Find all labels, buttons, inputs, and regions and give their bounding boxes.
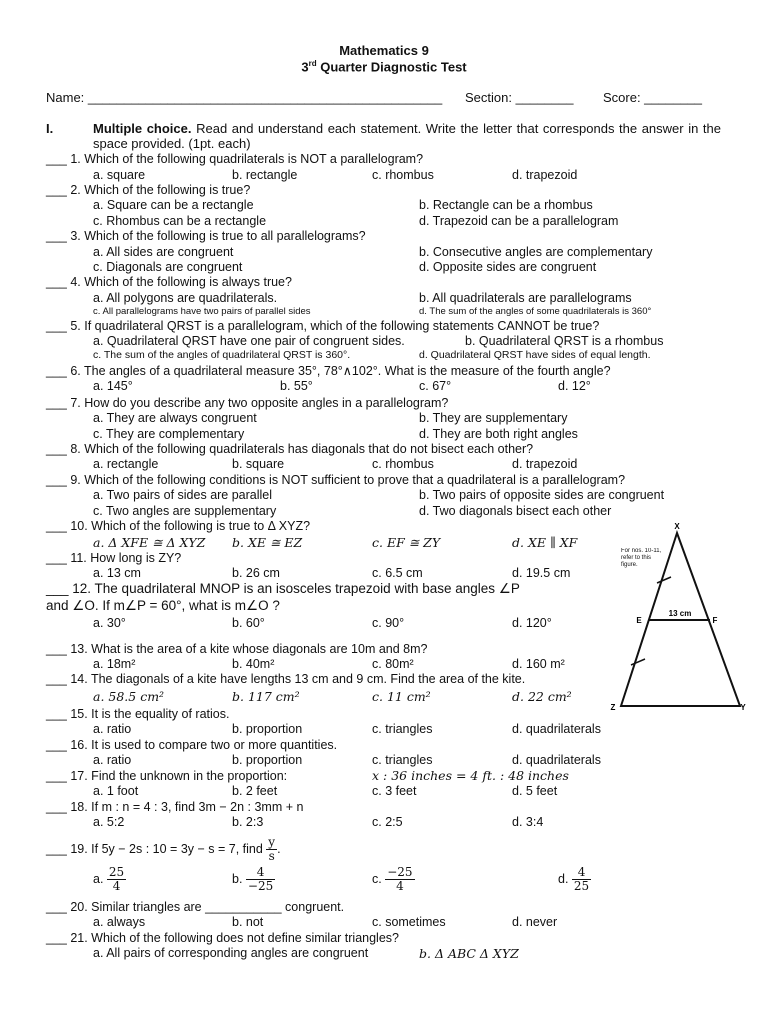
label-y: Y bbox=[740, 703, 746, 712]
choice: a. They are always congruent bbox=[93, 411, 257, 425]
choice: b. Rectangle can be a rhombus bbox=[419, 198, 593, 212]
choice: a. All sides are congruent bbox=[93, 245, 234, 259]
choice: b. They are supplementary bbox=[419, 411, 568, 425]
choice: b. $\frac{4}{-25}$ bbox=[232, 865, 274, 893]
choice: b. 60° bbox=[232, 616, 265, 630]
question-stem: ___ 14. The diagonals of a kite have lengths 13 cm and 9 cm. Find the area of the kite. bbox=[46, 672, 526, 686]
choice: d. They are both right angles bbox=[419, 427, 578, 441]
fraction-y-over-s: $\frac{y}{s}$ bbox=[268, 835, 276, 863]
section-field: Section: ________ bbox=[465, 90, 574, 105]
choice: a. rectangle bbox=[93, 457, 159, 471]
question-stem: ___ 11. How long is ZY? bbox=[46, 551, 182, 565]
choice: d. trapezoid bbox=[512, 457, 578, 471]
question-stem: ___ 5. If quadrilateral QRST is a parallelogram, which of the following statements CANNOT be true? bbox=[46, 319, 600, 333]
measure-label: 13 cm bbox=[668, 609, 692, 618]
choice: c. sometimes bbox=[372, 915, 446, 929]
choice: a. square bbox=[93, 168, 146, 182]
choice: b. Δ ABC Δ XYZ bbox=[419, 946, 519, 961]
choice: d. never bbox=[512, 915, 558, 929]
choice: c. 11 cm² bbox=[372, 689, 431, 704]
question-stem: ___ 7. How do you describe any two opposite angles in a parallelogram? bbox=[46, 396, 449, 410]
choice: c. 80m² bbox=[372, 657, 414, 671]
choice: d. $\frac{4}{25}$ bbox=[558, 865, 590, 893]
choice: d. 19.5 cm bbox=[512, 566, 571, 580]
question-stem: ___ 9. Which of the following conditions is NOT sufficient to prove that a quadrilateral is a parallelogram? bbox=[46, 473, 626, 487]
choice: c. $\frac{-25}{4}$ bbox=[372, 865, 413, 893]
question-stem: ___ 20. Similar triangles are ___________ congruent. bbox=[46, 900, 345, 914]
choice: c. triangles bbox=[372, 753, 433, 767]
choice: d. 5 feet bbox=[512, 784, 558, 798]
question-stem: ___ 19. If 5y − 2s : 10 = 3y − s = 7, find $\frac{y}{s}$ . bbox=[46, 835, 281, 863]
question-stem: ___ 8. Which of the following quadrilaterals has diagonals that do not bisect each other? bbox=[46, 442, 534, 456]
name-field: Name: _________________________________________________ bbox=[46, 90, 443, 105]
question-stem: ___ 18. If m : n = 4 : 3, find 3m − 2n : 3mm + n bbox=[46, 800, 304, 814]
choice: c. rhombus bbox=[372, 457, 434, 471]
choice: a. Δ XFE ≅ Δ XYZ bbox=[93, 535, 206, 550]
choice: a. 18m² bbox=[93, 657, 136, 671]
choice: b. proportion bbox=[232, 753, 303, 767]
choice: c. Diagonals are congruent bbox=[93, 260, 243, 274]
question-stem: ___ 10. Which of the following is true to Δ XYZ? bbox=[46, 519, 311, 533]
choice: a. Quadrilateral QRST have one pair of congruent sides. bbox=[93, 334, 405, 348]
score-field: Score: ________ bbox=[603, 90, 703, 105]
choice: b. 2:3 bbox=[232, 815, 264, 829]
choice: c. All parallelograms have two pairs of parallel sides bbox=[93, 306, 311, 317]
choice: d. Opposite sides are congruent bbox=[419, 260, 597, 274]
choice: b. 55° bbox=[280, 379, 313, 393]
question-stem: ___ 2. Which of the following is true? bbox=[46, 183, 251, 197]
choice: b. square bbox=[232, 457, 285, 471]
choice: a. All polygons are quadrilaterals. bbox=[93, 291, 278, 305]
choice: c. 2:5 bbox=[372, 815, 403, 829]
choice: d. Quadrilateral QRST have sides of equal length. bbox=[419, 349, 651, 361]
choice: a. 13 cm bbox=[93, 566, 141, 580]
choice: d. 120° bbox=[512, 616, 552, 630]
choice: a. ratio bbox=[93, 722, 132, 736]
choice: a. 30° bbox=[93, 616, 126, 630]
choice: c. The sum of the angles of quadrilateral QRST is 360°. bbox=[93, 349, 351, 361]
choice: d. quadrilaterals bbox=[512, 722, 601, 736]
choice: a. ratio bbox=[93, 753, 132, 767]
question-stem-continued: and ∠O. If m∠P = 60°, what is m∠O ? bbox=[46, 598, 280, 613]
choice: d. 3:4 bbox=[512, 815, 544, 829]
label-e: E bbox=[636, 616, 642, 625]
page-subtitle: 3rd Quarter Diagnostic Test bbox=[301, 59, 467, 75]
choice: b. 26 cm bbox=[232, 566, 280, 580]
choice: b. not bbox=[232, 915, 264, 929]
choice: d. 160 m² bbox=[512, 657, 565, 671]
choice: c. 6.5 cm bbox=[372, 566, 423, 580]
question-stem: ___ 4. Which of the following is always true? bbox=[46, 275, 292, 289]
question-stem: ___ 21. Which of the following does not define similar triangles? bbox=[46, 931, 399, 945]
choice: b. XE ≅ EZ bbox=[232, 535, 303, 550]
choice: a. 1 foot bbox=[93, 784, 139, 798]
choice: d. XE ∥ XF bbox=[512, 535, 578, 550]
choice: d. trapezoid bbox=[512, 168, 578, 182]
choice: b. Consecutive angles are complementary bbox=[419, 245, 653, 259]
choice: a. Square can be a rectangle bbox=[93, 198, 254, 212]
label-f: F bbox=[712, 616, 718, 625]
part-instruction: Multiple choice. Read and understand each statement. Write the letter that corresponds the answer in the space provided. (1pt. each) bbox=[93, 121, 721, 151]
choice: c. EF ≅ ZY bbox=[372, 535, 441, 550]
proportion-expression: x : 36 inches = 4 ft. : 48 inches bbox=[372, 768, 569, 783]
question-stem: ___ 15. It is the equality of ratios. bbox=[46, 707, 230, 721]
choice: d. Trapezoid can be a parallelogram bbox=[419, 214, 619, 228]
part-numeral: I. bbox=[46, 121, 54, 136]
label-z: Z bbox=[610, 703, 616, 712]
choice: b. 117 cm² bbox=[232, 689, 300, 704]
figure-note: For nos. 10-11, refer to this figure. bbox=[621, 548, 662, 568]
choice: d. Two diagonals bisect each other bbox=[419, 504, 612, 518]
choice: c. triangles bbox=[372, 722, 433, 736]
question-stem: ___ 16. It is used to compare two or more quantities. bbox=[46, 738, 338, 752]
choice: a. Two pairs of sides are parallel bbox=[93, 488, 273, 502]
choice: b. proportion bbox=[232, 722, 303, 736]
question-stem: ___ 12. The quadrilateral MNOP is an isosceles trapezoid with base angles ∠P bbox=[46, 581, 520, 596]
choice: a. always bbox=[93, 915, 146, 929]
choice: a. All pairs of corresponding angles are congruent bbox=[93, 946, 369, 960]
choice: b. Quadrilateral QRST is a rhombus bbox=[465, 334, 664, 348]
choice: d. quadrilaterals bbox=[512, 753, 601, 767]
question-stem: ___ 3. Which of the following is true to all parallelograms? bbox=[46, 229, 366, 243]
choice: c. Rhombus can be a rectangle bbox=[93, 214, 267, 228]
choice: b. All quadrilaterals are parallelograms bbox=[419, 291, 632, 305]
choice: c. 67° bbox=[419, 379, 452, 393]
question-stem: ___ 6. The angles of a quadrilateral measure 35°, 78°∧102°. What is the measure of the fourth angle? bbox=[46, 364, 611, 378]
choice: b. 2 feet bbox=[232, 784, 278, 798]
question-stem: ___ 17. Find the unknown in the proportion: bbox=[46, 769, 288, 783]
choice: d. The sum of the angles of some quadrilaterals is 360° bbox=[419, 306, 652, 317]
choice: a. 58.5 cm² bbox=[93, 689, 165, 704]
tick-mark-lower bbox=[631, 659, 645, 665]
choice: d. 22 cm² bbox=[512, 689, 572, 704]
choice: c. They are complementary bbox=[93, 427, 245, 441]
choice: b. 40m² bbox=[232, 657, 275, 671]
choice: b. rectangle bbox=[232, 168, 298, 182]
triangle-figure bbox=[603, 519, 753, 719]
choice: c. 90° bbox=[372, 616, 405, 630]
choice: c. Two angles are supplementary bbox=[93, 504, 277, 518]
choice: d. 12° bbox=[558, 379, 591, 393]
question-stem: ___ 13. What is the area of a kite whose diagonals are 10m and 8m? bbox=[46, 642, 428, 656]
question-stem: ___ 1. Which of the following quadrilaterals is NOT a parallelogram? bbox=[46, 152, 424, 166]
page-title: Mathematics 9 bbox=[339, 43, 429, 58]
choice: c. rhombus bbox=[372, 168, 434, 182]
choice: b. Two pairs of opposite sides are congruent bbox=[419, 488, 665, 502]
choice: a. 145° bbox=[93, 379, 133, 393]
choice: c. 3 feet bbox=[372, 784, 417, 798]
choice: a. 5:2 bbox=[93, 815, 125, 829]
label-x: X bbox=[674, 522, 680, 531]
choice: a. $\frac{25}{4}$ bbox=[93, 865, 125, 893]
